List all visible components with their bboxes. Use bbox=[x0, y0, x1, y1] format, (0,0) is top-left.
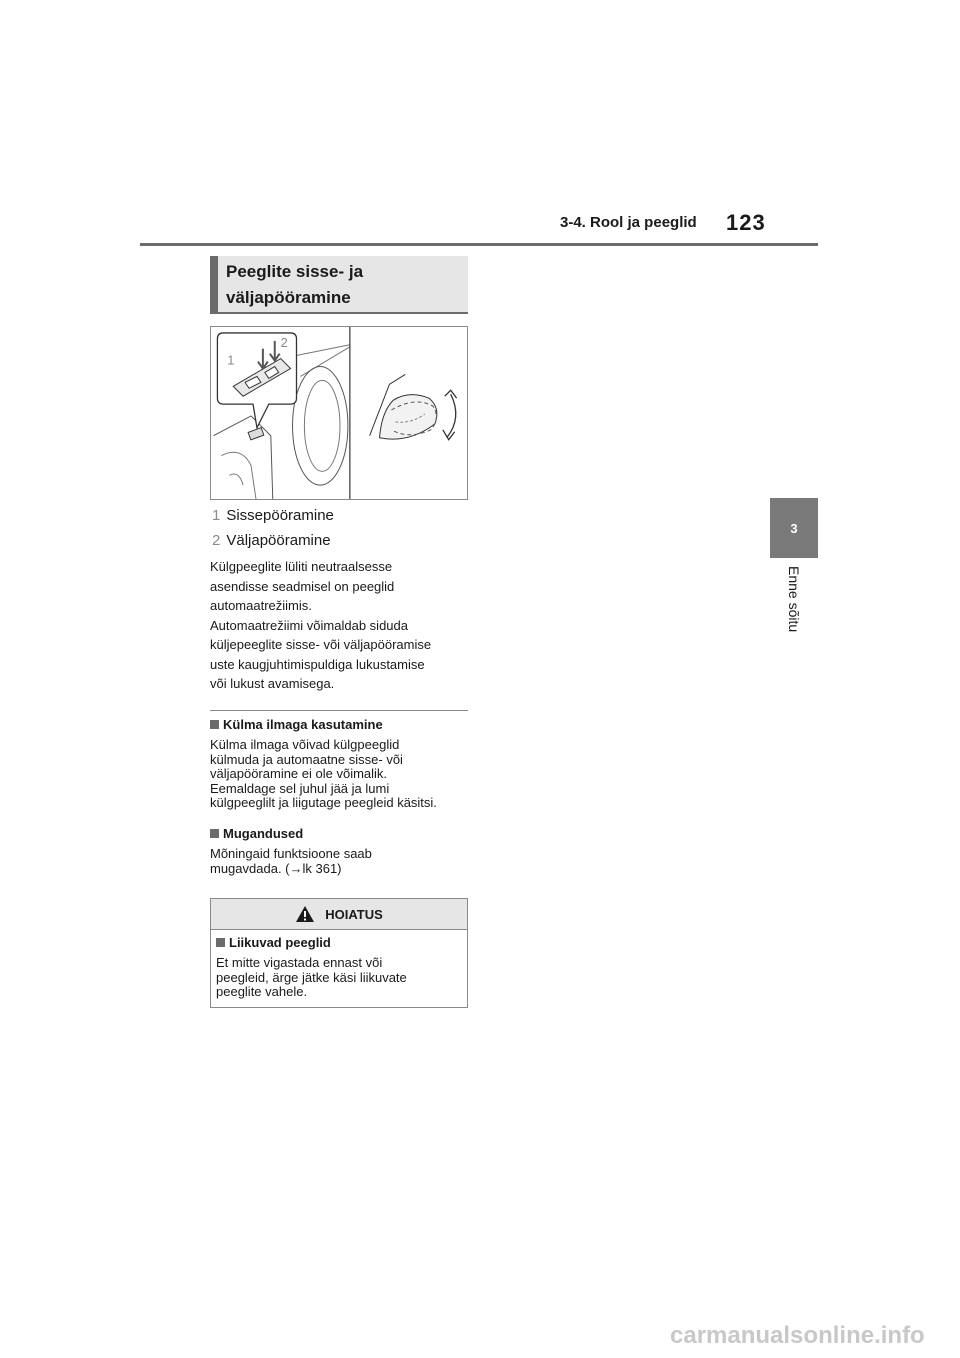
section-heading bbox=[210, 256, 468, 312]
paragraph-line: Külgpeeglite lüliti neutraalsesse bbox=[210, 559, 393, 574]
warning-line: peegleid, ärge jätke käsi liikuvate bbox=[216, 969, 407, 985]
warning-title: HOIATUS bbox=[325, 906, 383, 922]
callout-2: 2 bbox=[280, 334, 288, 350]
paragraph-line: asendisse seadmisel on peeglid bbox=[210, 578, 395, 594]
paragraph-line: uste kaugjuhtimispuldiga lukustamise bbox=[210, 656, 425, 672]
subsection-line: Eemaldage sel juhul jää ja lumi bbox=[210, 780, 390, 796]
warning-box bbox=[210, 898, 468, 1008]
callout-1: 1 bbox=[227, 352, 235, 368]
square-bullet-icon bbox=[216, 938, 225, 947]
chapter-number: 3 bbox=[790, 520, 798, 536]
section-rule bbox=[210, 312, 468, 314]
paragraph-line: Automaatrežiimi võimaldab siduda bbox=[210, 617, 408, 633]
subsection-line: külmuda ja automaatne sisse- või bbox=[210, 751, 403, 767]
paragraph-line: või lukust avamisega. bbox=[210, 676, 335, 691]
list-item bbox=[212, 506, 334, 531]
list-item-number: 1 bbox=[212, 507, 221, 524]
paragraph-line: küljepeeglite sisse- või väljapööramise bbox=[210, 637, 432, 652]
mirror-fold-illustration bbox=[210, 326, 468, 500]
subsection-heading: Mugandused bbox=[223, 826, 304, 841]
subsection-line: Mõningaid funktsioone saab bbox=[210, 846, 372, 861]
square-bullet-icon bbox=[210, 829, 219, 838]
list-item-number: 2 bbox=[212, 532, 221, 549]
list-item bbox=[212, 531, 334, 556]
warning-triangle-icon bbox=[295, 905, 315, 923]
subsection-line: Külma ilmaga võivad külgpeeglid bbox=[210, 737, 400, 752]
header-section-title: 3-4. Rool ja peeglid bbox=[560, 214, 697, 231]
section-heading-line-1: Peeglite sisse- ja bbox=[226, 262, 364, 281]
body-paragraph bbox=[210, 557, 470, 694]
watermark: carmanualsonline.info bbox=[670, 1322, 925, 1349]
header-rule bbox=[140, 243, 818, 246]
warning-header bbox=[211, 899, 467, 930]
chapter-tab[interactable] bbox=[770, 498, 818, 558]
list-item-text: Väljapööramine bbox=[226, 532, 331, 549]
list-item-text: Sissepööramine bbox=[226, 507, 334, 524]
section-divider bbox=[210, 710, 468, 711]
subsection-line: väljapööramine ei ole võimalik. bbox=[210, 766, 388, 781]
subsection-line[interactable]: mugavdada. (→lk 361) bbox=[210, 860, 342, 876]
subsection-cold-weather bbox=[210, 716, 472, 811]
numbered-list bbox=[212, 506, 334, 556]
paragraph-line: automaatrežiimis. bbox=[210, 598, 312, 613]
section-heading-line-2: väljapööramine bbox=[226, 288, 351, 307]
page-number: 123 bbox=[726, 210, 766, 235]
square-bullet-icon bbox=[210, 720, 219, 729]
chapter-label: Enne sõitu bbox=[786, 566, 802, 633]
subsection-heading: Külma ilmaga kasutamine bbox=[223, 717, 383, 732]
subsection-line: külgpeeglilt ja liigutage peegleid käsitsi. bbox=[210, 795, 437, 810]
warning-line: peeglite vahele. bbox=[216, 984, 308, 999]
warning-line: Et mitte vigastada ennast või bbox=[216, 955, 383, 970]
subsection-customization bbox=[210, 825, 472, 876]
warning-heading: Liikuvad peeglid bbox=[229, 935, 331, 950]
